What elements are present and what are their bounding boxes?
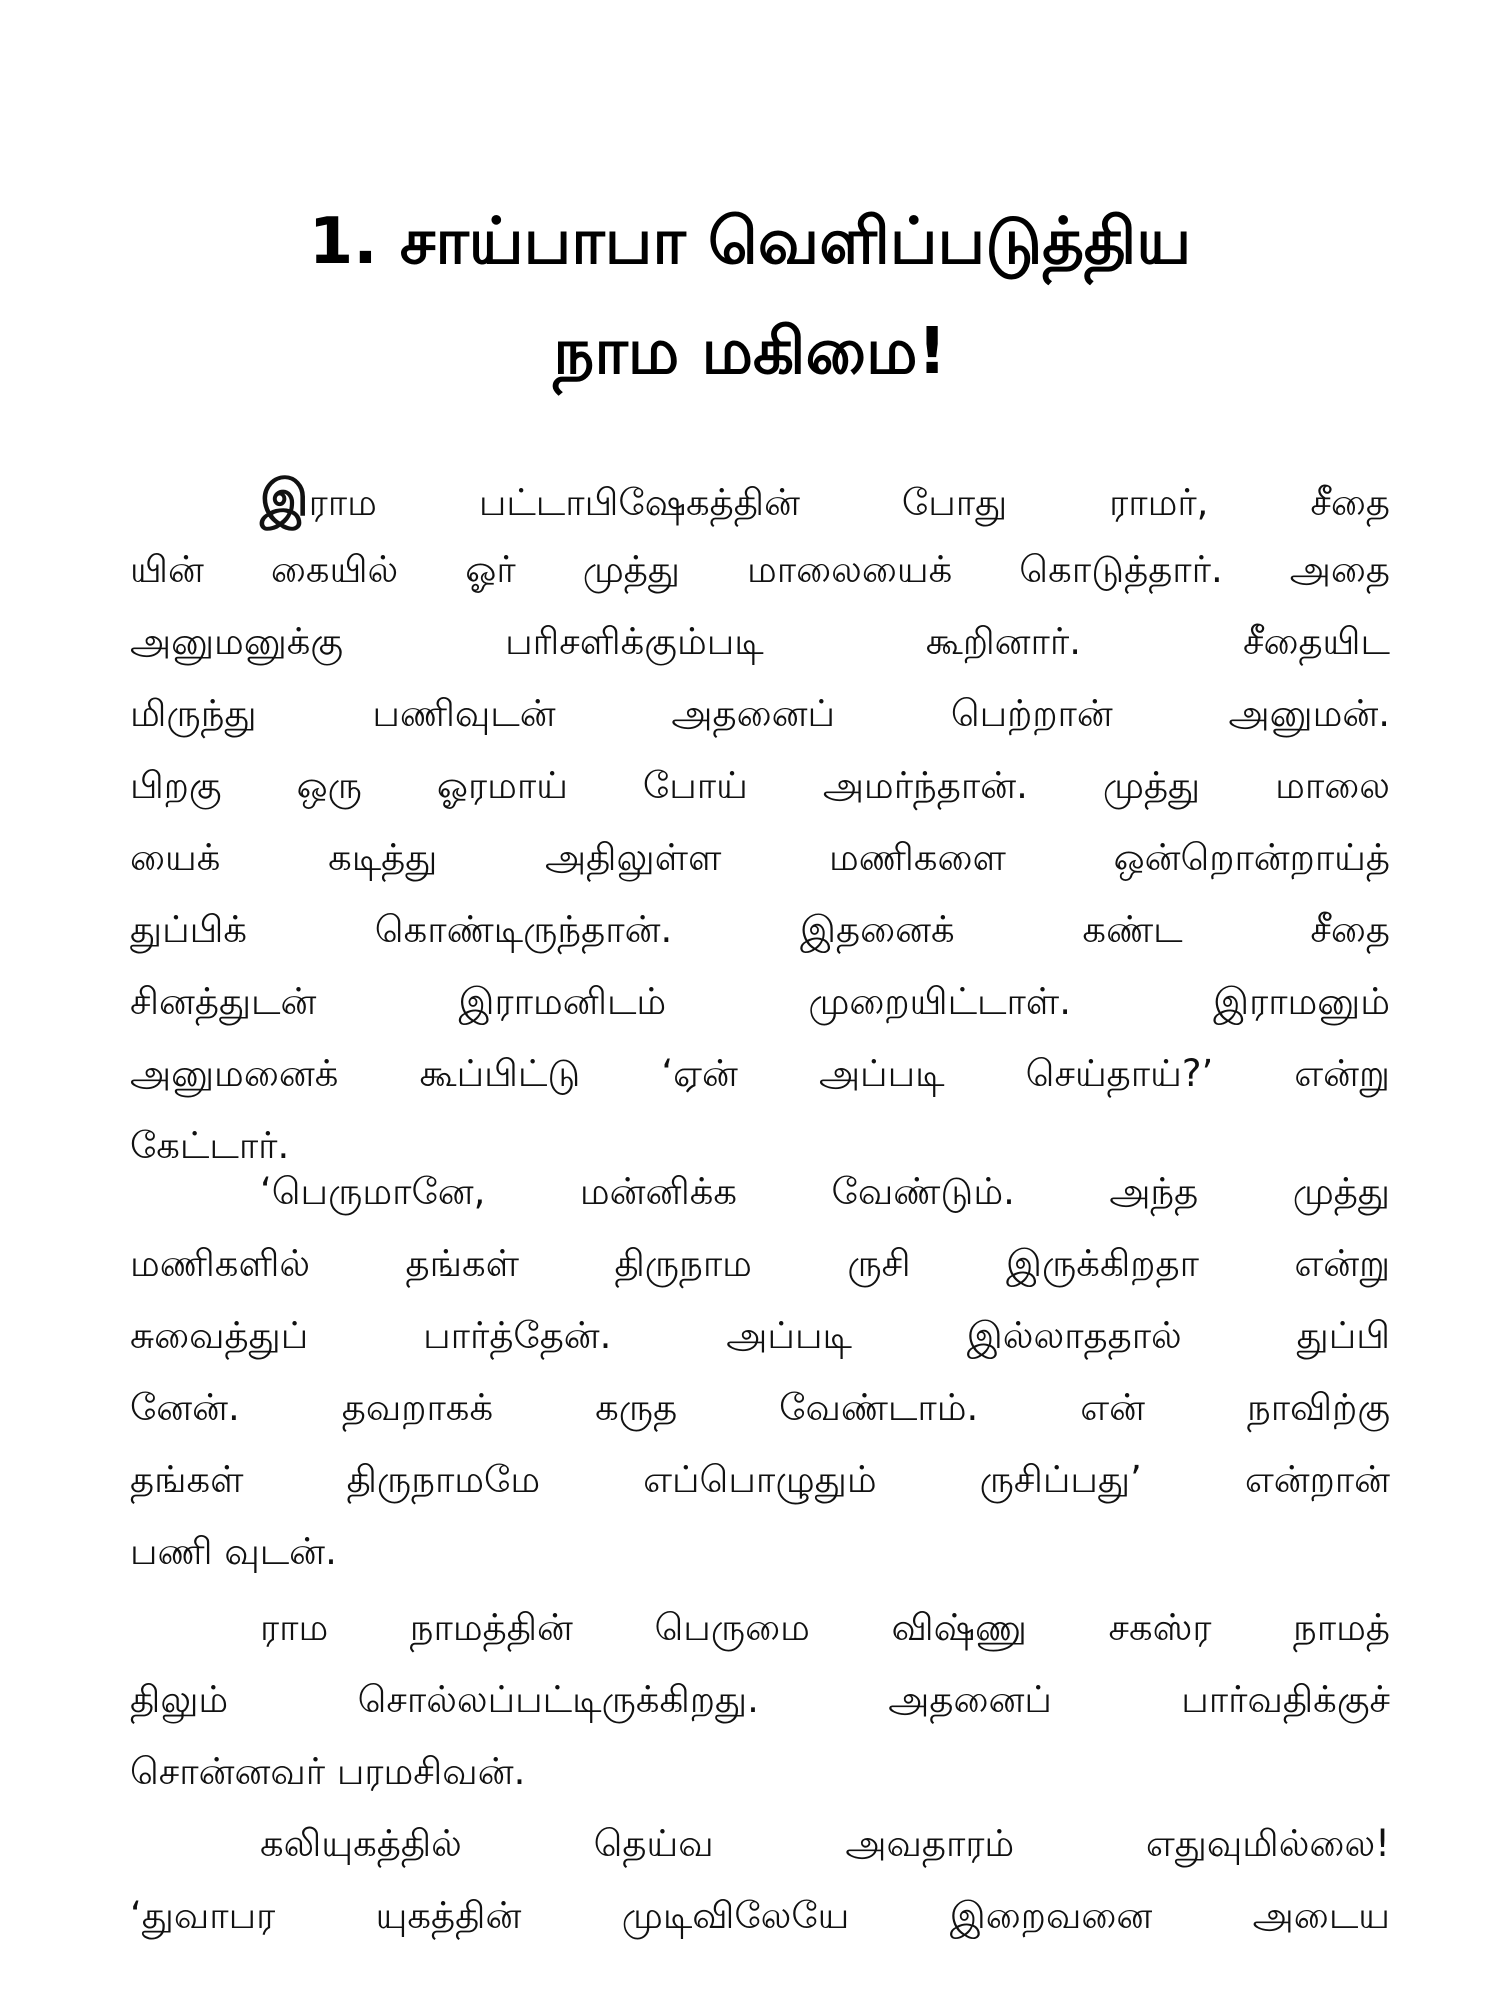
paragraph-3 [130,1592,1390,1808]
paragraph-line: கேட்டார். [130,1124,290,1167]
paragraph-line: ‘துவாபர யுகத்தின் முடிவிலேயே இறைவனை அடைய [130,1894,1390,1937]
paragraph-line: யைக் கடித்து அதிலுள்ள மணிகளை ஒன்றொன்றாய்த் [130,836,1390,879]
paragraph-line: அனுமனுக்கு பரிசளிக்கும்படி கூறினார். சீதையிட [130,620,1390,663]
paragraph-line: ராம நாமத்தின் பெருமை விஷ்ணு சகஸ்ர நாமத் [260,1606,1390,1649]
paragraph-1 [130,462,1390,1182]
paragraph-line: தங்கள் திருநாமமே எப்பொழுதும் ருசிப்பது’ என்றான் [130,1458,1390,1501]
paragraph-line: திலும் சொல்லப்பட்டிருக்கிறது. அதனைப் பார்வதிக்குச் [130,1678,1390,1721]
paragraph-line [130,462,1390,534]
paragraph-line-text: ராம பட்டாபிஷேகத்தின் போது ராமர், சீதை [308,481,1390,524]
chapter-title-line-2: நாம மகிமை! [553,315,947,389]
paragraph-line: பிறகு ஒரு ஓரமாய் போய் அமர்ந்தான். முத்து மாலை [130,764,1390,807]
paragraph-line: மிருந்து பணிவுடன் அதனைப் பெற்றான் அனுமன். [130,692,1390,735]
drop-cap: இ [260,469,309,527]
paragraph-line: அனுமனைக் கூப்பிட்டு ‘ஏன் அப்படி செய்தாய்?’ என்று [130,1052,1390,1095]
paragraph-line: ‘பெருமானே, மன்னிக்க வேண்டும். அந்த முத்து [260,1170,1390,1213]
paragraph-line: மணிகளில் தங்கள் திருநாம ருசி இருக்கிறதா என்று [130,1242,1390,1285]
paragraph-line: சினத்துடன் இராமனிடம் முறையிட்டாள். இராமனும் [130,980,1390,1023]
paragraph-line: சுவைத்துப் பார்த்தேன். அப்படி இல்லாததால் துப்பி [130,1314,1390,1357]
paragraph-2 [130,1156,1390,1588]
paragraph-line: னேன். தவறாகக் கருத வேண்டாம். என் நாவிற்கு [130,1386,1390,1429]
paragraph-line: துப்பிக் கொண்டிருந்தான். இதனைக் கண்ட சீதை [130,908,1390,951]
paragraph-line: கலியுகத்தில் தெய்வ அவதாரம் எதுவுமில்லை! [260,1822,1390,1865]
paragraph-line: பணி வுடன். [130,1530,337,1573]
paragraph-line: சொன்னவர் பரமசிவன். [130,1750,526,1793]
paragraph-4 [130,1808,1390,1952]
paragraph-line: யின் கையில் ஓர் முத்து மாலையைக் கொடுத்தார். அதை [130,548,1390,591]
chapter-title-line-1: 1. சாய்பாபா வெளிப்படுத்திய [308,205,1192,279]
